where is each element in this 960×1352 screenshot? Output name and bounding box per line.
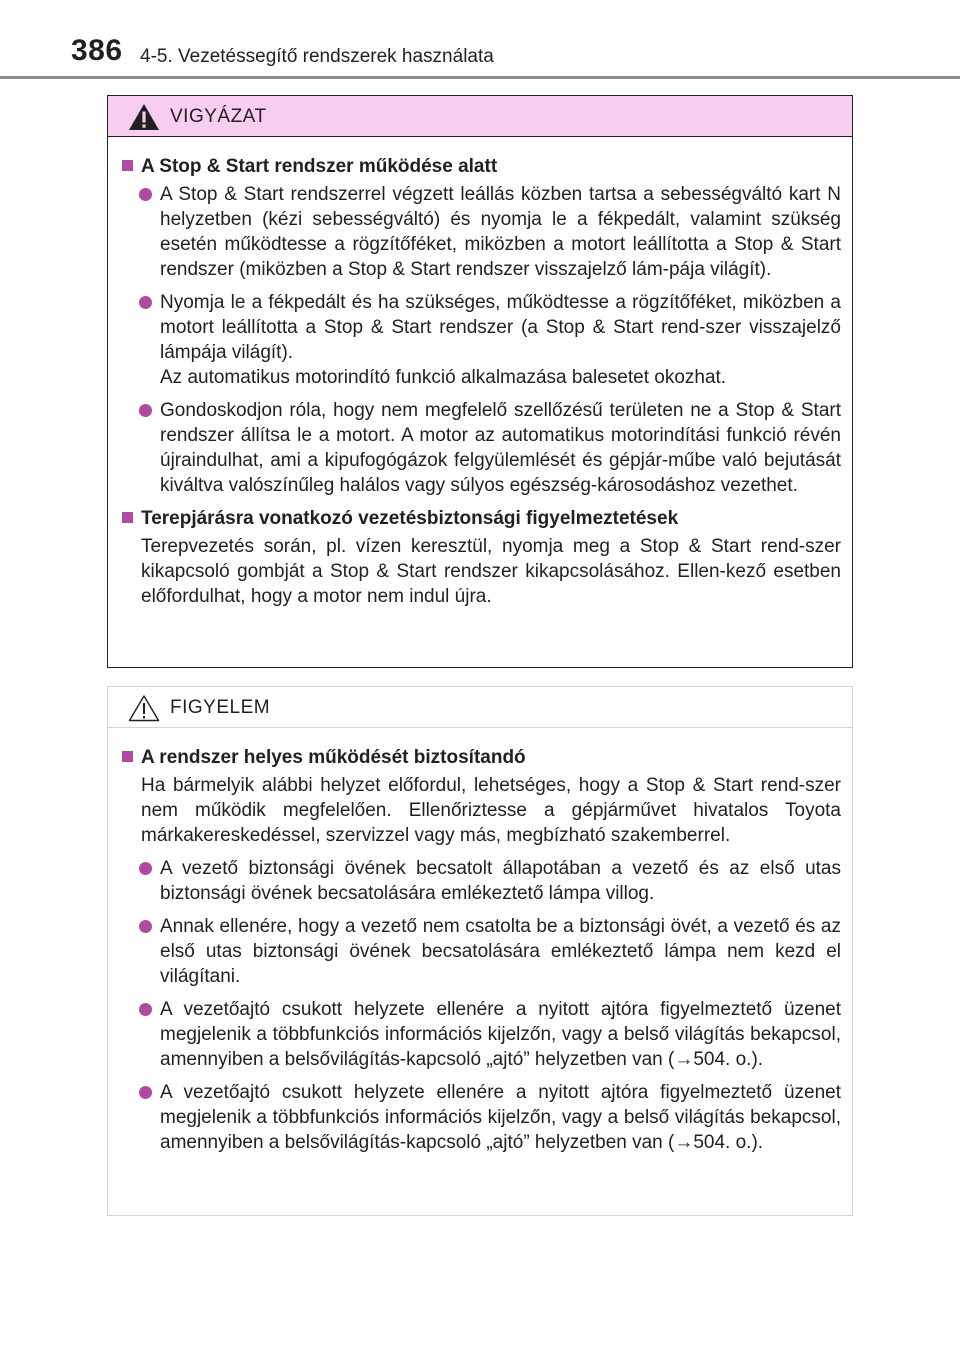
warning-triangle-filled-icon <box>128 103 160 131</box>
notice-title: FIGYELEM <box>170 697 271 718</box>
circle-bullet-icon <box>139 920 152 933</box>
header-divider <box>0 76 960 79</box>
caution-title: VIGYÁZAT <box>170 106 267 127</box>
list-item: A vezetőajtó csukott helyzete ellenére a nyitott ajtóra figyelmeztető üzenet megjelenik a többfunkciós információs kijelzőn, vagy a belső világítás bekapcsol, amennyiben a belsővilágítás-kapcsoló „ajtó” helyzetben van (→504. o.). <box>119 1080 841 1155</box>
chapter-title: 4-5. Vezetéssegítő rendszerek használata <box>140 46 494 67</box>
bullet-extra-text: Az automatikus motorindító funkció alkalmazása balesetet okozhat. <box>160 367 727 388</box>
list-item: Nyomja le a fékpedált és ha szükséges, működtesse a rögzítőféket, miközben a motort leállította a Stop & Start rendszer (a Stop & Start rend-szer visszajelző lámpája világít). Az automatikus motorindító funkció alkalmazása balesetet okozhat. <box>119 290 841 390</box>
caution-body <box>108 137 852 609</box>
circle-bullet-icon <box>139 1003 152 1016</box>
square-bullet-icon <box>122 160 133 171</box>
circle-bullet-icon <box>139 188 152 201</box>
circle-bullet-icon <box>139 296 152 309</box>
square-bullet-icon <box>122 751 133 762</box>
list-item: Annak ellenére, hogy a vezető nem csatolta be a biztonsági övét, a vezető és az első utas biztonsági övének becsatolására emlékeztető lámpa nem kezd el világítani. <box>119 914 841 989</box>
section-intro: Ha bármelyik alábbi helyzet előfordul, lehetséges, hogy a Stop & Start rend-szer nem működik megfelelően. Ellenőriztesse a gépjárművet hivatalos Toyota márkakereskedéssel, szervizzel vagy más, megbízható szakemberrel. <box>141 775 841 846</box>
circle-bullet-icon <box>139 404 152 417</box>
section-heading: A Stop & Start rendszer működése alatt <box>119 154 841 179</box>
notice-body <box>108 728 852 1155</box>
caution-header <box>108 96 852 137</box>
list-item: A vezető biztonsági övének becsatolt állapotában a vezető és az első utas biztonsági övének becsatolására emlékeztető lámpa villog. <box>119 856 841 906</box>
section-text: Terepvezetés során, pl. vízen keresztül, nyomja meg a Stop & Start rend-szer kikapcsoló gombját a Stop & Start rendszer kikapcsolásához. Ellen-kező esetben előfordulhat, hogy a motor nem indul újra. <box>141 536 841 607</box>
list-item: A Stop & Start rendszerrel végzett leállás közben tartsa a sebességváltó kart N helyzetben (kézi sebességváltó) és nyomja le a fékpedált, valamint szükség esetén működtesse a rögzítőféket, miközben a motort leállította a Stop & Start rendszer (miközben a Stop & Start rendszer visszajelző lám-pája világít). <box>119 182 841 282</box>
page-header <box>0 0 960 80</box>
caution-box <box>107 95 853 668</box>
circle-bullet-icon <box>139 1086 152 1099</box>
square-bullet-icon <box>122 512 133 523</box>
list-item: Gondoskodjon róla, hogy nem megfelelő szellőzésű területen ne a Stop & Start rendszer állítsa le a motort. A motor az automatikus motorindítási funkció révén újraindulhat, ami a kipufogógázok felgyülemlését és gépjár-műbe való bejutását kiváltva valószínűleg halálos vagy súlyos egészség-károsodáshoz vezethet. <box>119 398 841 498</box>
warning-triangle-outline-icon <box>128 694 160 722</box>
notice-header <box>108 687 852 728</box>
notice-box <box>107 686 853 1216</box>
list-item: A vezetőajtó csukott helyzete ellenére a nyitott ajtóra figyelmeztető üzenet megjelenik a többfunkciós információs kijelzőn, vagy a belső világítás bekapcsol, amennyiben a belsővilágítás-kapcsoló „ajtó” helyzetben van (→504. o.). <box>119 997 841 1072</box>
section-heading: A rendszer helyes működését biztosítandó <box>119 745 841 770</box>
page-number: 386 <box>71 34 123 67</box>
circle-bullet-icon <box>139 862 152 875</box>
section-heading: Terepjárásra vonatkozó vezetésbiztonsági figyelmeztetések <box>119 506 841 531</box>
